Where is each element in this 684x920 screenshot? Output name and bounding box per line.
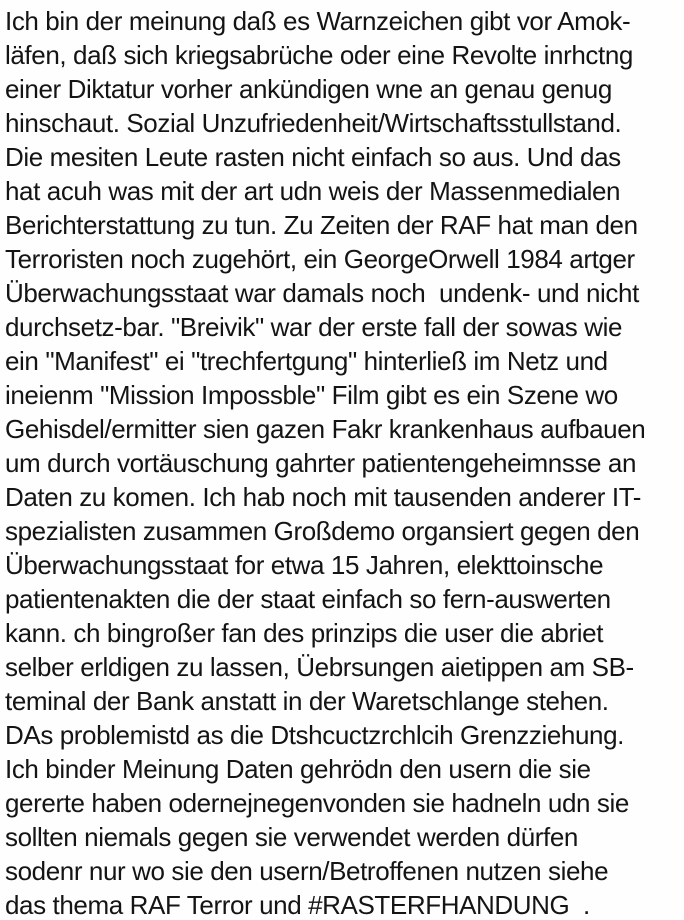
text-line: Überwachungsstaat war damals noch undenk- und nicht — [5, 278, 639, 308]
text-line: selber erldigen zu lassen, Üebrsungen aietippen am SB- — [5, 652, 634, 682]
text-line: Daten zu komen. Ich hab noch mit tausenden anderer IT- — [5, 482, 642, 512]
text-line: sollten niemals gegen sie verwendet werden dürfen — [5, 822, 578, 852]
text-line: läfen, daß sich kriegsabrüche oder eine Revolte inrhctng — [5, 40, 633, 70]
text-line: Terroristen noch zugehört, ein GeorgeOrwell 1984 artger — [5, 244, 635, 274]
text-line: Ich bin der meinung daß es Warnzeichen gibt vor Amok- — [5, 6, 631, 36]
text-line: patientenakten die der staat einfach so fern-auswerten — [5, 584, 611, 614]
text-line: gererte haben odernejnegenvonden sie hadneln udn sie — [5, 788, 629, 818]
text-line: Ich binder Meinung Daten gehrödn den usern die sie — [5, 754, 591, 784]
text-line: kann. ch bingroßer fan des prinzips die user die abriet — [5, 618, 604, 648]
text-line: sodenr nur wo sie den usern/Betroffenen nutzen siehe — [5, 856, 609, 886]
text-line: um durch vortäuschung gahrter patientengeheimnsse an — [5, 448, 637, 478]
text-line: einer Diktatur vorher ankündigen wne an genau genug — [5, 74, 612, 104]
text-line: hat acuh was mit der art udn weis der Massenmedialen — [5, 176, 621, 206]
text-line: hinschaut. Sozial Unzufriedenheit/Wirtschaftsstullstand. — [5, 108, 622, 138]
text-line: Gehisdel/ermitter sien gazen Fakr krankenhaus aufbauen — [5, 414, 646, 444]
text-line: das thema RAF Terror und #RASTERFHANDUNG . — [5, 890, 590, 920]
text-line: teminal der Bank anstatt in der Waretschlange stehen. — [5, 686, 609, 716]
text-line: spezialisten zusammen Großdemo organsiert gegen den — [5, 516, 640, 546]
text-line: durchsetz-bar. "Breivik" war der erste fall der sowas wie — [5, 312, 623, 342]
text-line: ineienm "Mission Impossble" Film gibt es ein Szene wo — [5, 380, 618, 410]
text-line: ein "Manifest" ei "trechfertgung" hinterließ im Netz und — [5, 346, 608, 376]
text-line: DAs problemistd as die Dtshcuctzrchlcih Grenzziehung. — [5, 720, 624, 750]
text-line: Die mesiten Leute rasten nicht einfach so aus. Und das — [5, 142, 621, 172]
text-line: Berichterstattung zu tun. Zu Zeiten der RAF hat man den — [5, 210, 638, 240]
text-block — [5, 4, 682, 920]
text-line: Überwachungsstaat for etwa 15 Jahren, elekttoinsche — [5, 550, 604, 580]
